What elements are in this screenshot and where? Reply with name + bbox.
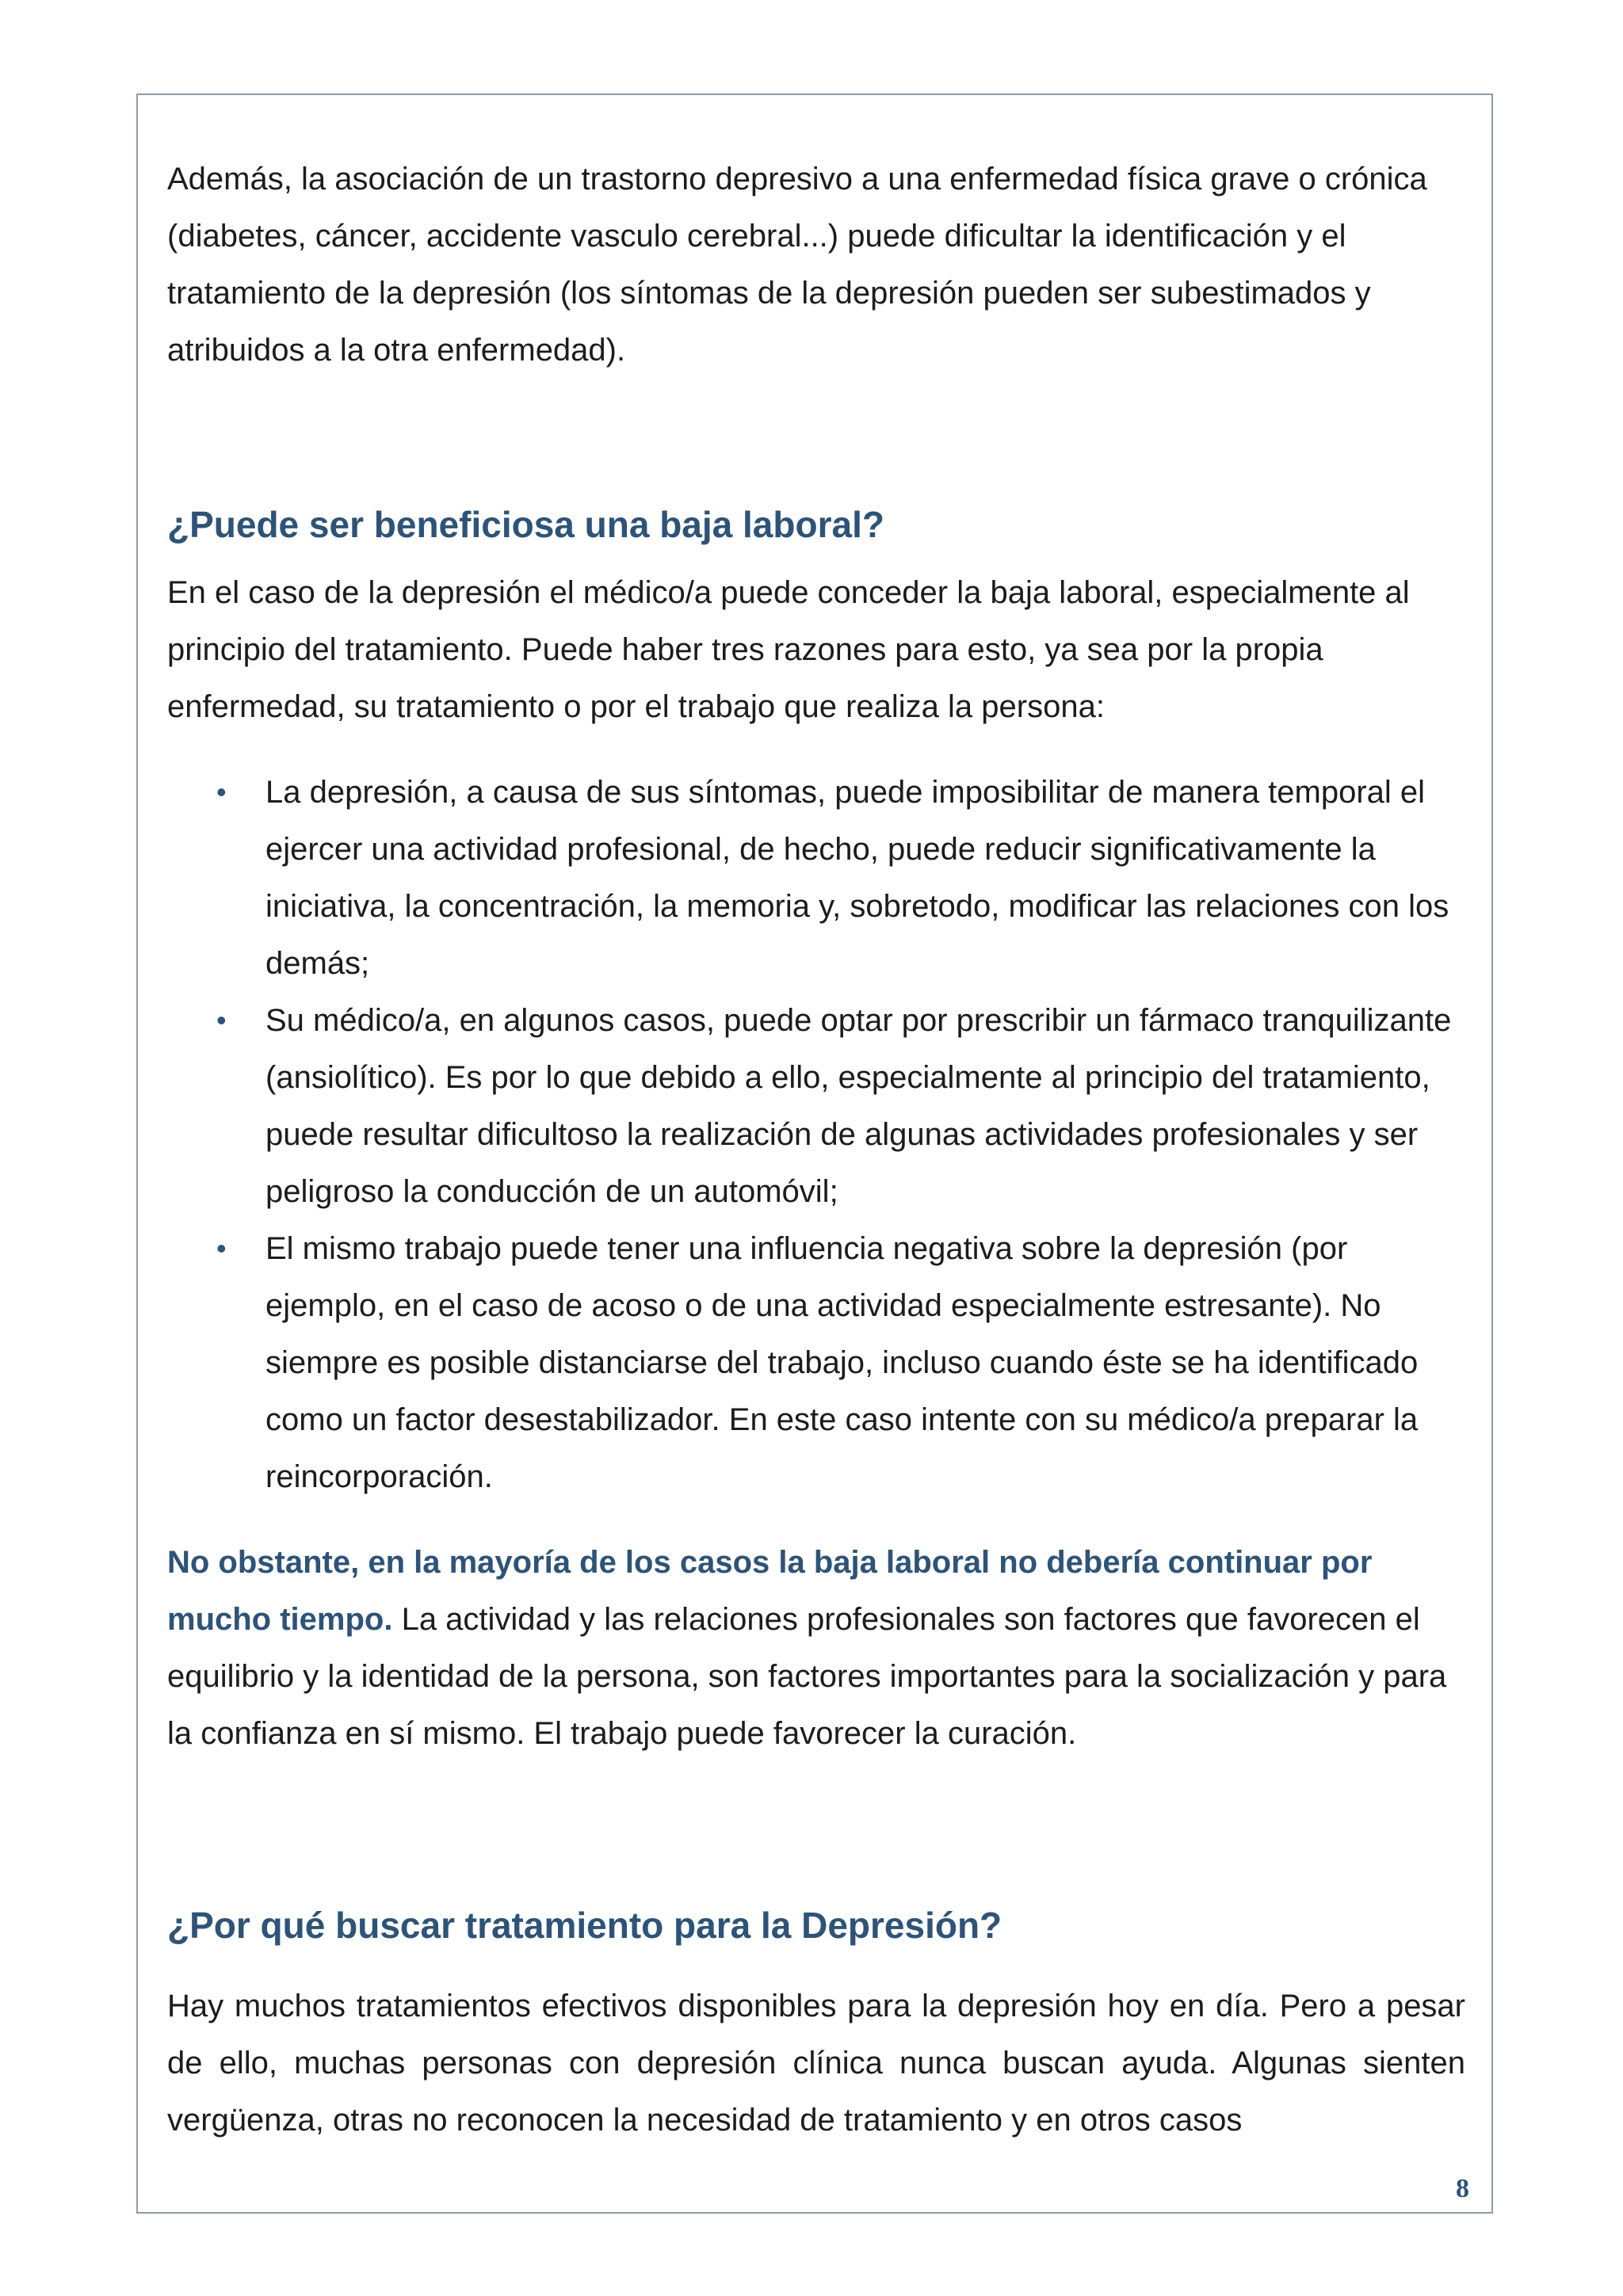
heading-sick-leave: ¿Puede ser beneficiosa una baja laboral? [167, 504, 884, 545]
paragraph-comorbidity: Además, la asociación de un trastorno depresivo a una enfermedad física grave o crónica (diabetes, cáncer, accidente vasculo cerebral...) puede dificultar la identificación y el tratamiento de la depresión (los síntomas de la depresión pueden ser subestimados y atribuidos a la otra enfermedad). [167, 162, 1427, 368]
list-item-text: La depresión, a causa de sus síntomas, puede imposibilitar de manera temporal el ejercer una actividad profesional, de hecho, puede reducir significativamente la iniciativa, la concentración, la memoria y, sobretodo, modificar las relaciones con los demás; [265, 775, 1449, 981]
bullet-icon: • [216, 1004, 227, 1036]
paragraph-sick-leave-conclusion [167, 1534, 1465, 1762]
list-item [167, 1220, 1465, 1505]
page-number: 8 [1456, 2174, 1469, 2203]
list-item [167, 764, 1465, 992]
paragraph-why-treatment: Hay muchos tratamientos efectivos disponibles para la depresión hoy en día. Pero a pesar de ello, muchas personas con depresión clínica nunca buscan ayuda. Algunas sienten vergüenza, otras no reconocen la necesidad de tratamiento y en otros casos [167, 1989, 1465, 2138]
sick-leave-reasons-list [167, 764, 1465, 1505]
heading-why-treatment: ¿Por qué buscar tratamiento para la Depresión? [167, 1905, 1002, 1946]
list-item [167, 992, 1465, 1220]
conclusion-text: La actividad y las relaciones profesionales son factores que favorecen el equilibrio y la identidad de la persona, son factores importantes para la socialización y para la confianza en sí mismo. El trabajo puede favorecer la curación. [167, 1602, 1447, 1751]
emphasis-text: No obstante, en la mayoría de los casos la baja laboral no debería continuar por mucho tiempo. [167, 1545, 1373, 1637]
bullet-icon: • [216, 776, 227, 808]
list-item-text: Su médico/a, en algunos casos, puede optar por prescribir un fármaco tranquilizante (ansiolítico). Es por lo que debido a ello, especialmente al principio del tratamiento, puede resultar dificultoso la realización de algunas actividades profesionales y ser peligroso la conducción de un automóvil; [265, 1003, 1452, 1209]
document-body [167, 151, 1465, 2149]
bullet-icon: • [216, 1232, 227, 1264]
paragraph-sick-leave-intro: En el caso de la depresión el médico/a puede conceder la baja laboral, especialmente al principio del tratamiento. Puede haber tres razones para esto, ya sea por la propia enfermedad, su tratamiento o por el trabajo que realiza la persona: [167, 575, 1410, 724]
list-item-text: El mismo trabajo puede tener una influencia negativa sobre la depresión (por ejemplo, en el caso de acoso o de una actividad especialmente estresante). No siempre es posible distanciarse del trabajo, incluso cuando éste se ha identificado como un factor desestabilizador. En este caso intente con su médico/a preparar la reincorporación. [265, 1231, 1419, 1494]
